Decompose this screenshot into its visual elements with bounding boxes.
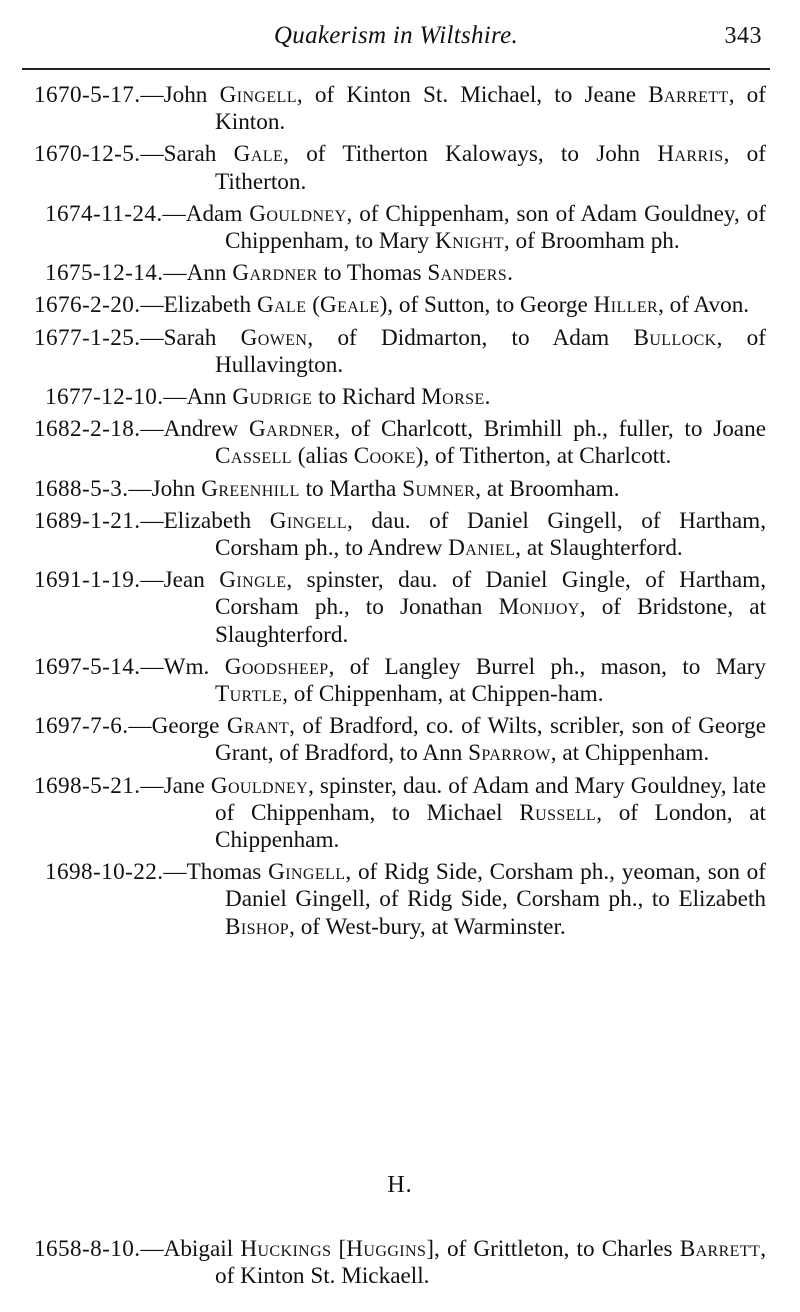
surname: Gingle (219, 567, 287, 594)
entry-text: , at Chippenham. (550, 740, 710, 767)
marriage-entries-g (34, 82, 766, 946)
marriage-entry (34, 325, 766, 379)
entry-text: , of Chippenham, at Chippen-ham. (282, 681, 604, 708)
surname: Harris (657, 141, 724, 168)
entry-date: 1689-1-21. (34, 507, 141, 534)
page-number: 343 (724, 23, 762, 49)
entry-text: , of West-bury, at Warminster. (289, 913, 566, 940)
entry-date: 1698-10-22. (45, 859, 164, 886)
surname: Sanders (427, 260, 508, 287)
surname: Geale (319, 292, 380, 319)
entry-text: —Thomas (163, 859, 269, 886)
surname: Gingell (268, 859, 346, 886)
entry-text: ( (306, 292, 320, 319)
marriage-entry (34, 201, 766, 255)
entry-text: , of Kinton St. Mickaell. (215, 1236, 766, 1290)
entry-text: to Martha (299, 475, 403, 502)
entry-text: , of Charlcott, Brimhill ph., fuller, to Joane (334, 416, 766, 443)
surname: Barrett (648, 82, 729, 108)
entry-date: 1670-12-5. (34, 141, 141, 168)
surname: Gingell (269, 507, 347, 534)
surname: Hiller (593, 292, 659, 319)
marriage-entries-h (34, 1236, 766, 1295)
surname: Cassell (215, 443, 292, 470)
entry-date: 1697-7-6. (34, 713, 129, 740)
entry-text: —Wm. (140, 653, 225, 680)
entry-date: 1675-12-14. (45, 260, 164, 287)
entry-text: —Adam (162, 200, 250, 227)
surname: Bishop (225, 913, 290, 940)
entry-text: . (484, 384, 491, 411)
surname: Bullock (633, 324, 717, 351)
entry-date: 1670-5-17. (34, 82, 141, 108)
entry-text: , spinster, dau. of Daniel Gingle, of Hartham, Corsham ph., to Jonathan (215, 567, 766, 621)
entry-text: , at Broomham. (475, 475, 620, 502)
marriage-entry (34, 713, 766, 767)
marriage-entry (34, 859, 766, 941)
entry-text: (alias (291, 443, 354, 470)
entry-text: —Ann (163, 384, 233, 411)
entry-text: —Sarah (140, 324, 241, 351)
entry-date: 1676-2-20. (34, 292, 141, 319)
entry-text: , of Ridg Side, Corsham ph., yeoman, son of Daniel Gingell, of Ridg Side, Corsham ph., to Elizabeth (225, 859, 767, 913)
entry-text: —George (128, 713, 227, 740)
marriage-entry (34, 508, 766, 562)
entry-text: —Abigail (140, 1236, 241, 1262)
entry-text: , of London, at Chippenham. (215, 799, 766, 854)
marriage-entry (34, 260, 766, 287)
entry-date: 1658-8-10. (34, 1236, 141, 1262)
marriage-entry (34, 292, 766, 319)
entry-date: 1682-2-18. (34, 416, 141, 443)
entry-date: 1677-1-25. (34, 324, 141, 351)
entry-text: [ (331, 1236, 347, 1262)
surname: Morse (421, 384, 485, 411)
marriage-entry (34, 1236, 766, 1290)
surname: Gingell (219, 82, 297, 108)
marriage-entry (34, 476, 766, 503)
entry-text: , at Slaughterford. (515, 535, 683, 562)
marriage-entry (34, 567, 766, 649)
entry-text: —John (128, 475, 202, 502)
entry-text: ), of Sutton, to George (379, 292, 594, 319)
entry-text: ), of Titherton, at Charlcott. (415, 443, 672, 470)
entry-text: , dau. of Daniel Gingell, of Hartham, Corsham ph., to Andrew (215, 507, 766, 562)
entry-text: , of Avon. (658, 292, 750, 319)
surname: Huggins (346, 1236, 427, 1262)
surname: Gardner (249, 416, 335, 443)
marriage-entry (34, 773, 766, 855)
marriage-entry (34, 416, 766, 470)
surname: Russell (519, 799, 597, 826)
entry-text: . (507, 260, 513, 287)
entry-text: , of Titherton Kaloways, to John (283, 141, 658, 168)
entry-date: 1691-1-19. (34, 567, 141, 594)
entry-text: , of Hullavington. (215, 324, 766, 378)
entry-date: 1677-12-10. (45, 384, 164, 411)
entry-text: , of Langley Burrel ph., mason, to Mary (328, 653, 767, 680)
surname: Gale (256, 292, 307, 319)
entry-text: , of Kinton St. Michael, to Jeane (296, 82, 649, 108)
entry-text: —Jane (140, 772, 211, 799)
surname: Turtle (215, 681, 283, 708)
marriage-entry (34, 384, 766, 411)
header-rule (22, 68, 770, 70)
surname: Gudrige (232, 384, 313, 411)
marriage-entry (34, 654, 766, 708)
entry-date: 1697-5-14. (34, 653, 141, 680)
entry-text: , of Broomham ph. (503, 228, 680, 255)
entry-text: , of Titherton. (215, 141, 766, 195)
marriage-entry (34, 141, 766, 195)
section-heading-h: H. (387, 1172, 413, 1198)
entry-text: , of Bridstone, at Slaughterford. (215, 594, 767, 648)
entry-text: —Sarah (140, 141, 234, 168)
entry-text: —Elizabeth (140, 292, 257, 319)
entry-text: to Thomas (317, 260, 428, 287)
surname: Grant (226, 713, 290, 740)
entry-text: —Elizabeth (140, 507, 270, 534)
surname: Gouldney (210, 772, 309, 799)
marriage-entry (34, 82, 766, 136)
entry-date: 1674-11-24. (45, 200, 163, 227)
surname: Gardner (232, 260, 318, 287)
entry-text: —Jean (140, 567, 220, 594)
surname: Sumner (402, 475, 476, 502)
surname: Daniel (448, 535, 516, 562)
entry-text: , of Bradford, co. of Wilts, scribler, son of George Grant, of Bradford, to Ann (215, 713, 766, 767)
entry-text: , of Kinton. (215, 82, 766, 136)
entry-text: —Andrew (140, 416, 250, 443)
surname: Monijoy (498, 594, 580, 621)
entry-date: 1688-5-3. (34, 475, 129, 502)
surname: Knight (434, 228, 504, 255)
entry-text: , of Didmarton, to Adam (307, 324, 634, 351)
surname: Goodsheep (224, 653, 329, 680)
surname: Greenhill (201, 475, 300, 502)
entry-date: 1698-5-21. (34, 772, 141, 799)
entry-text: , of Chippenham, son of Adam Gouldney, of Chippenham, to Mary (225, 200, 767, 255)
surname: Huckings (240, 1236, 332, 1262)
running-head (24, 22, 768, 58)
entry-text: —Ann (163, 260, 233, 287)
running-title: Quakerism in Wiltshire. (273, 22, 519, 49)
surname: Sparrow (468, 740, 551, 767)
entry-text: to Richard (312, 384, 422, 411)
surname: Barrett (679, 1236, 761, 1262)
surname: Gouldney (249, 200, 347, 227)
surname: Gowen (240, 324, 308, 351)
entry-text: ], of Grittleton, to Charles (426, 1236, 680, 1262)
entry-text: , spinster, dau. of Adam and Mary Gouldney, late of Chippenham, to Michael (215, 772, 767, 826)
entry-text: —John (140, 82, 220, 108)
surname: Cooke (353, 443, 416, 470)
surname: Gale (233, 141, 284, 168)
